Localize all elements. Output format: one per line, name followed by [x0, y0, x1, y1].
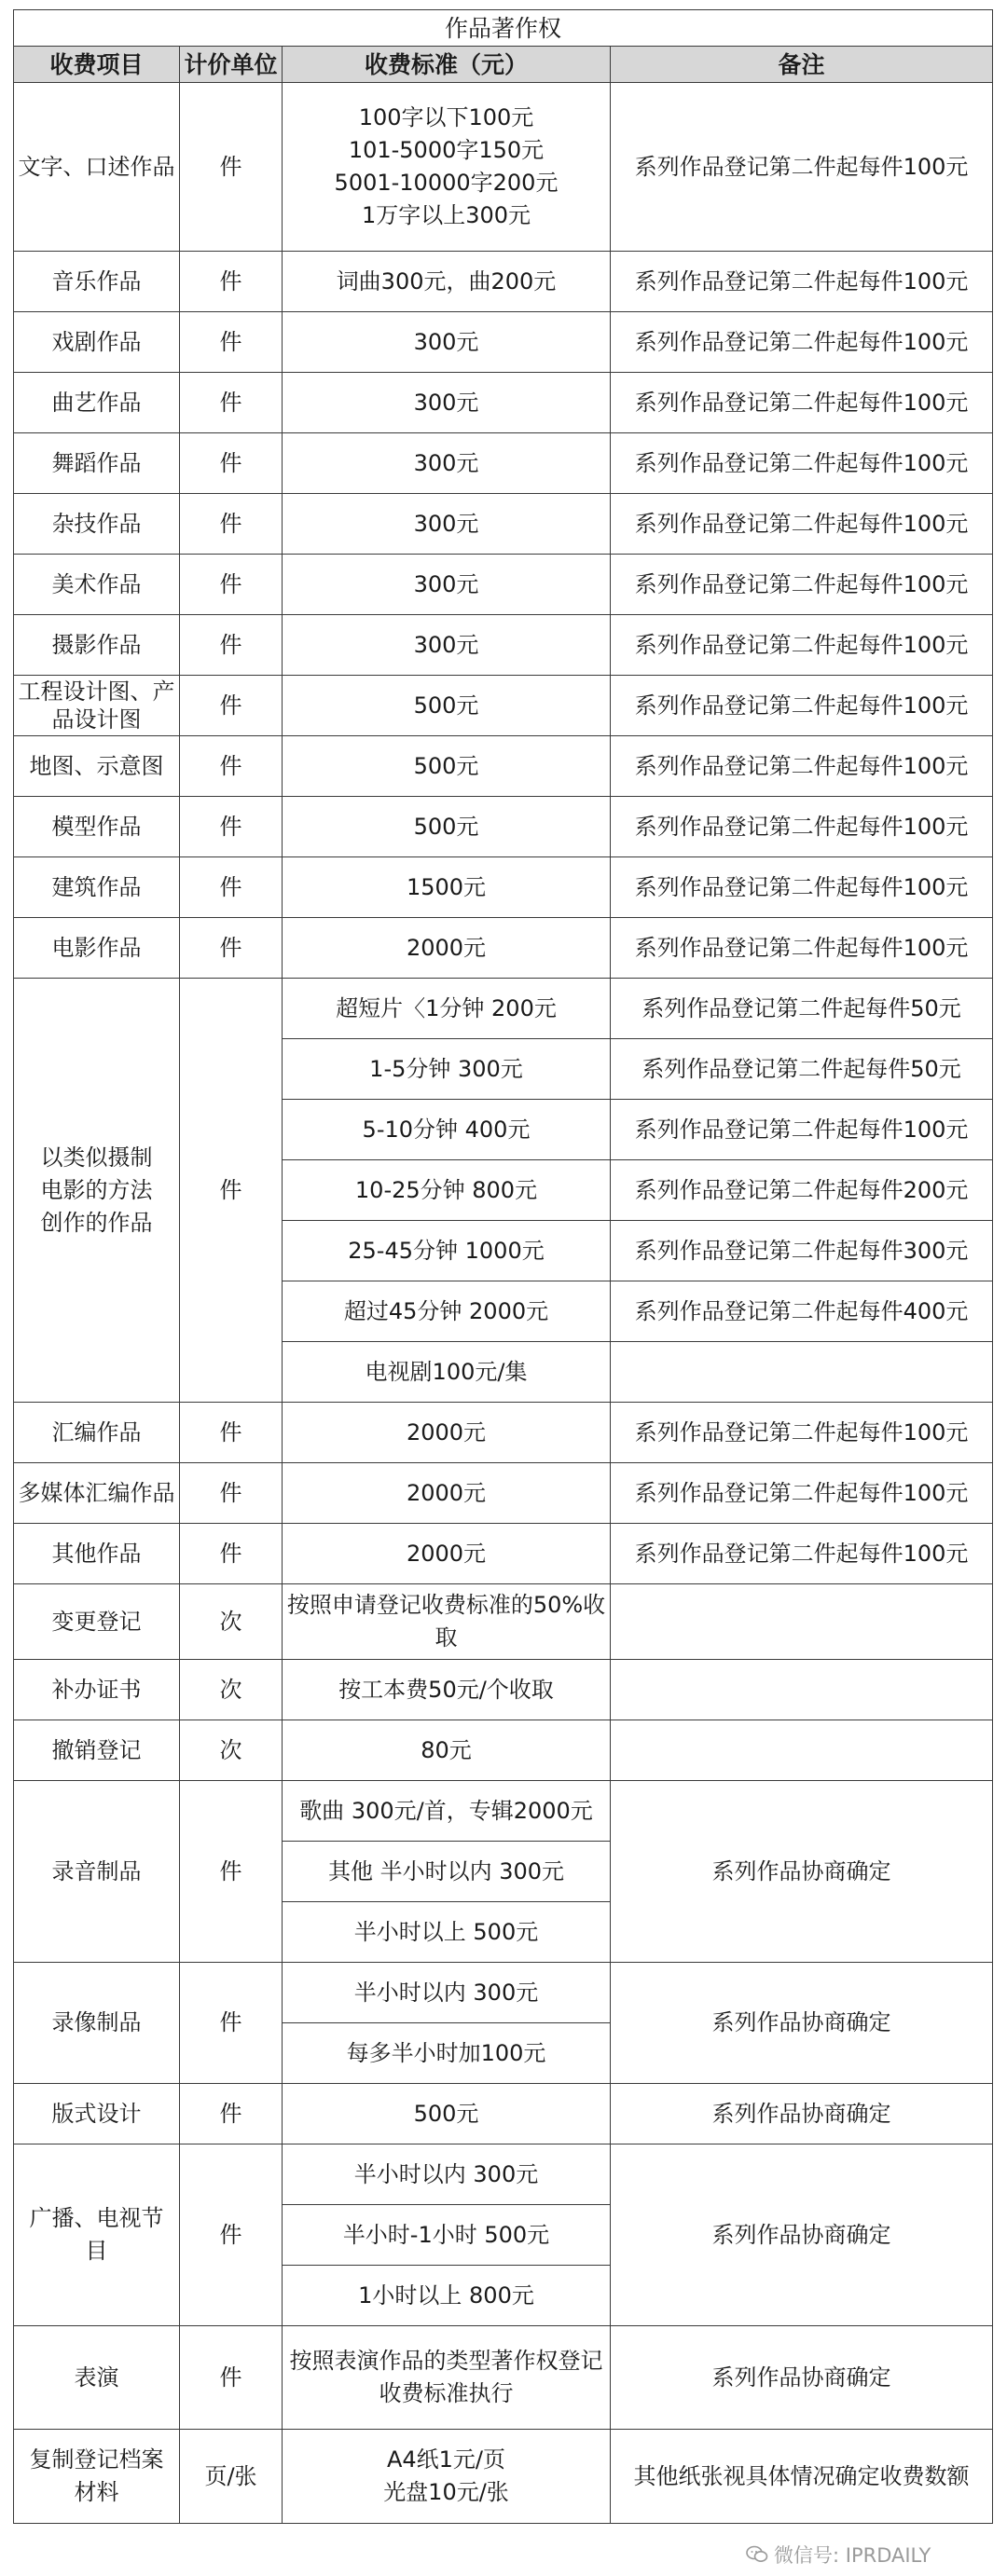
fee-cell: 300元	[283, 615, 611, 676]
unit-cell: 页/张	[180, 2430, 283, 2524]
fee-cell: 2000元	[283, 1403, 611, 1463]
item-cell: 其他作品	[14, 1524, 180, 1584]
item-cell: 录音制品	[14, 1781, 180, 1963]
fee-cell: 每多半小时加100元	[283, 2023, 611, 2084]
table-row	[14, 1584, 993, 1660]
note-cell: 系列作品登记第二件起每件100元	[611, 676, 993, 736]
fee-cell: 按照表演作品的类型著作权登记收费标准执行	[283, 2326, 611, 2430]
wechat-watermark	[746, 2541, 931, 2569]
item-cell: 建筑作品	[14, 857, 180, 918]
item-cell: 表演	[14, 2326, 180, 2430]
table-row	[14, 1403, 993, 1463]
header-note: 备注	[611, 47, 993, 83]
unit-cell: 次	[180, 1720, 283, 1781]
note-cell: 系列作品登记第二件起每件100元	[611, 736, 993, 797]
item-cell: 多媒体汇编作品	[14, 1463, 180, 1524]
note-cell: 系列作品协商确定	[611, 1963, 993, 2084]
wechat-icon	[746, 2545, 768, 2564]
item-cell: 工程设计图、产品设计图	[14, 676, 180, 736]
item-cell: 摄影作品	[14, 615, 180, 676]
table-row	[14, 1660, 993, 1720]
table-row	[14, 676, 993, 736]
fee-cell: 2000元	[283, 1463, 611, 1524]
note-cell: 系列作品登记第二件起每件100元	[611, 1463, 993, 1524]
note-cell: 系列作品登记第二件起每件100元	[611, 857, 993, 918]
unit-cell: 件	[180, 2144, 283, 2326]
note-cell: 系列作品登记第二件起每件100元	[611, 433, 993, 494]
fee-cell: 100字以下100元 101-5000字150元 5001-10000字200元 1万字以上300元	[283, 83, 611, 252]
fee-cell: 300元	[283, 494, 611, 555]
fee-cell: 按工本费50元/个收取	[283, 1660, 611, 1720]
header-item: 收费项目	[14, 47, 180, 83]
unit-cell: 次	[180, 1660, 283, 1720]
fee-cell: 500元	[283, 676, 611, 736]
fee-cell: 80元	[283, 1720, 611, 1781]
table-row	[14, 373, 993, 433]
note-cell: 系列作品登记第二件起每件100元	[611, 312, 993, 373]
unit-cell: 件	[180, 373, 283, 433]
fee-cell: 电视剧100元/集	[283, 1342, 611, 1403]
note-cell: 系列作品协商确定	[611, 2144, 993, 2326]
item-cell: 复制登记档案材料	[14, 2430, 180, 2524]
unit-cell: 件	[180, 979, 283, 1403]
unit-cell: 件	[180, 857, 283, 918]
unit-cell: 件	[180, 252, 283, 312]
item-cell: 曲艺作品	[14, 373, 180, 433]
note-cell: 系列作品登记第二件起每件100元	[611, 918, 993, 979]
item-cell: 录像制品	[14, 1963, 180, 2084]
unit-cell: 件	[180, 555, 283, 615]
unit-cell: 件	[180, 433, 283, 494]
table-row	[14, 1463, 993, 1524]
unit-cell: 件	[180, 83, 283, 252]
item-cell: 地图、示意图	[14, 736, 180, 797]
unit-cell: 件	[180, 1403, 283, 1463]
note-cell: 系列作品登记第二件起每件100元	[611, 555, 993, 615]
table-title-row	[14, 10, 993, 47]
item-cell: 广播、电视节目	[14, 2144, 180, 2326]
note-cell: 系列作品协商确定	[611, 2326, 993, 2430]
fee-cell: 5-10分钟 400元	[283, 1100, 611, 1160]
table-row	[14, 312, 993, 373]
fee-cell: 超过45分钟 2000元	[283, 1281, 611, 1342]
fee-cell: 按照申请登记收费标准的50%收取	[283, 1584, 611, 1660]
fee-schedule	[13, 9, 992, 2524]
note-cell: 系列作品登记第二件起每件300元	[611, 1221, 993, 1281]
table-row	[14, 494, 993, 555]
copyright-fee-table	[13, 9, 993, 2524]
table-row	[14, 1524, 993, 1584]
fee-cell: 300元	[283, 312, 611, 373]
fee-cell: 10-25分钟 800元	[283, 1160, 611, 1221]
unit-cell: 件	[180, 2084, 283, 2144]
item-cell: 舞蹈作品	[14, 433, 180, 494]
header-fee: 收费标准（元）	[283, 47, 611, 83]
fee-cell: 300元	[283, 433, 611, 494]
fee-cell: 半小时以内 300元	[283, 1963, 611, 2023]
note-cell: 系列作品登记第二件起每件50元	[611, 1039, 993, 1100]
fee-cell: 500元	[283, 736, 611, 797]
fee-cell: 300元	[283, 555, 611, 615]
unit-cell: 件	[180, 1963, 283, 2084]
unit-cell: 次	[180, 1584, 283, 1660]
item-cell: 模型作品	[14, 797, 180, 857]
note-cell: 系列作品登记第二件起每件400元	[611, 1281, 993, 1342]
unit-cell: 件	[180, 918, 283, 979]
note-cell: 系列作品登记第二件起每件100元	[611, 373, 993, 433]
item-cell: 电影作品	[14, 918, 180, 979]
header-row	[14, 47, 993, 83]
fee-cell: 2000元	[283, 918, 611, 979]
item-cell: 音乐作品	[14, 252, 180, 312]
item-cell: 杂技作品	[14, 494, 180, 555]
item-cell: 文字、口述作品	[14, 83, 180, 252]
note-cell: 系列作品登记第二件起每件100元	[611, 615, 993, 676]
fee-cell: 1小时以上 800元	[283, 2266, 611, 2326]
unit-cell: 件	[180, 615, 283, 676]
fee-cell: 超短片〈1分钟 200元	[283, 979, 611, 1039]
table-row	[14, 1963, 993, 2023]
note-cell: 其他纸张视具体情况确定收费数额	[611, 2430, 993, 2524]
note-cell: 系列作品协商确定	[611, 1781, 993, 1963]
fee-cell: 半小时-1小时 500元	[283, 2205, 611, 2266]
note-cell: 系列作品登记第二件起每件100元	[611, 797, 993, 857]
note-cell: 系列作品登记第二件起每件50元	[611, 979, 993, 1039]
fee-cell: 词曲300元，曲200元	[283, 252, 611, 312]
note-cell	[611, 1660, 993, 1720]
fee-cell: 1-5分钟 300元	[283, 1039, 611, 1100]
fee-cell: 歌曲 300元/首，专辑2000元	[283, 1781, 611, 1842]
table-row	[14, 857, 993, 918]
item-cell: 补办证书	[14, 1660, 180, 1720]
table-row	[14, 615, 993, 676]
note-cell	[611, 1720, 993, 1781]
unit-cell: 件	[180, 2326, 283, 2430]
table-row	[14, 433, 993, 494]
fee-cell: 1500元	[283, 857, 611, 918]
unit-cell: 件	[180, 797, 283, 857]
note-cell	[611, 1342, 993, 1403]
unit-cell: 件	[180, 312, 283, 373]
item-cell: 以类似摄制电影的方法创作的作品	[14, 979, 180, 1403]
table-title: 作品著作权	[14, 10, 993, 47]
note-cell: 系列作品登记第二件起每件100元	[611, 83, 993, 252]
table-row	[14, 2430, 993, 2524]
fee-cell: 半小时以上 500元	[283, 1902, 611, 1963]
note-cell	[611, 1584, 993, 1660]
fee-cell: 25-45分钟 1000元	[283, 1221, 611, 1281]
fee-cell: A4纸1元/页 光盘10元/张	[283, 2430, 611, 2524]
fee-cell: 半小时以内 300元	[283, 2144, 611, 2205]
item-cell: 汇编作品	[14, 1403, 180, 1463]
table-row	[14, 1781, 993, 1842]
table-row	[14, 736, 993, 797]
fee-cell: 300元	[283, 373, 611, 433]
unit-cell: 件	[180, 1463, 283, 1524]
table-row	[14, 2084, 993, 2144]
item-cell: 美术作品	[14, 555, 180, 615]
fee-cell: 2000元	[283, 1524, 611, 1584]
table-row	[14, 252, 993, 312]
unit-cell: 件	[180, 676, 283, 736]
fee-cell: 500元	[283, 2084, 611, 2144]
note-cell: 系列作品登记第二件起每件200元	[611, 1160, 993, 1221]
note-cell: 系列作品登记第二件起每件100元	[611, 1524, 993, 1584]
note-cell: 系列作品协商确定	[611, 2084, 993, 2144]
table-row	[14, 918, 993, 979]
table-row	[14, 555, 993, 615]
watermark-text: 微信号: IPRDAILY	[774, 2544, 931, 2567]
table-row	[14, 1720, 993, 1781]
item-cell: 变更登记	[14, 1584, 180, 1660]
note-cell: 系列作品登记第二件起每件100元	[611, 1403, 993, 1463]
item-cell: 戏剧作品	[14, 312, 180, 373]
unit-cell: 件	[180, 1781, 283, 1963]
table-row	[14, 2144, 993, 2205]
header-unit: 计价单位	[180, 47, 283, 83]
fee-cell: 500元	[283, 797, 611, 857]
item-cell: 版式设计	[14, 2084, 180, 2144]
table-row	[14, 2326, 993, 2430]
item-cell: 撤销登记	[14, 1720, 180, 1781]
note-cell: 系列作品登记第二件起每件100元	[611, 1100, 993, 1160]
fee-cell: 其他 半小时以内 300元	[283, 1842, 611, 1902]
unit-cell: 件	[180, 736, 283, 797]
table-row	[14, 979, 993, 1039]
unit-cell: 件	[180, 1524, 283, 1584]
note-cell: 系列作品登记第二件起每件100元	[611, 494, 993, 555]
table-row	[14, 797, 993, 857]
note-cell: 系列作品登记第二件起每件100元	[611, 252, 993, 312]
unit-cell: 件	[180, 494, 283, 555]
table-row	[14, 83, 993, 252]
